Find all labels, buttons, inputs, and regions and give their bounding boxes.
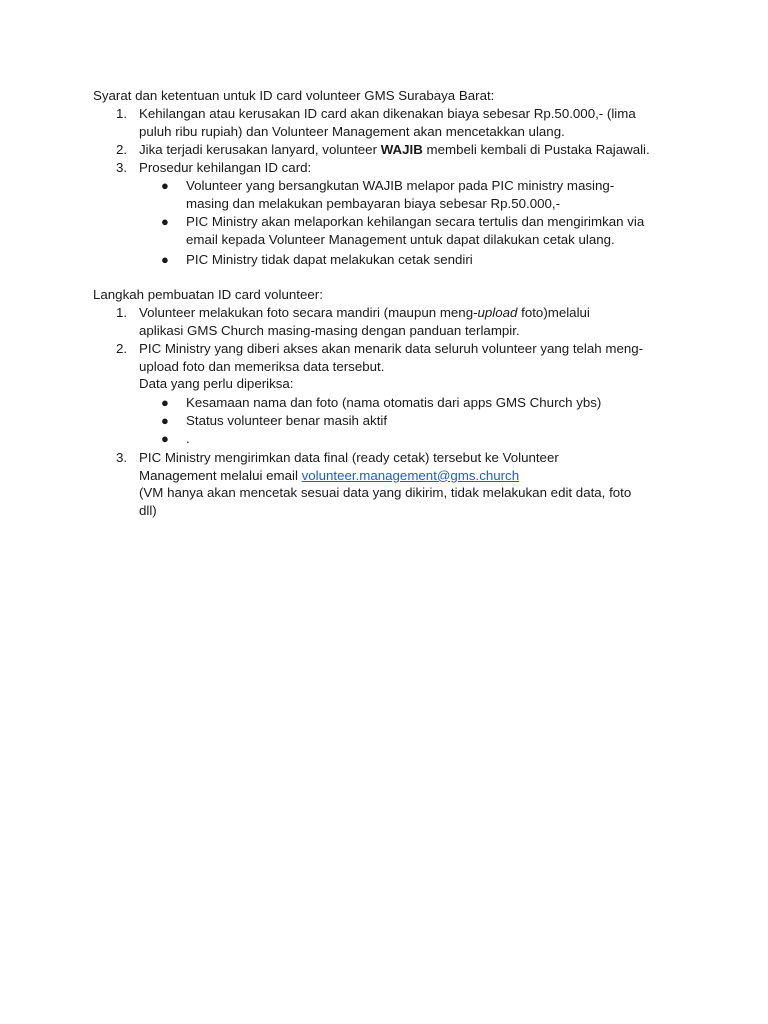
list-item-line: dll) [139,502,157,518]
bullet-icon: ● [161,431,169,446]
list-item-line: (VM hanya akan mencetak sesuai data yang dikirim, tidak melakukan edit data, foto [139,485,632,501]
list-item-line [139,467,684,485]
list-number: 2. [116,341,128,356]
section-2-title: Langkah pembuatan ID card volunteer: [93,287,323,302]
bullet-icon: ● [161,214,169,229]
bullet-item-line: email kepada Volunteer Management untuk dapat dilakukan cetak ulang. [186,231,615,247]
bullet-item [186,213,686,248]
list-item-line: PIC Ministry mengirimkan data final (ready cetak) tersebut ke Volunteer [139,450,559,465]
list-item-text: Volunteer melakukan foto secara mandiri (maupun meng- [139,305,478,320]
section-1-title: Syarat dan ketentuan untuk ID card volunteer GMS Surabaya Barat: [93,88,495,103]
bullet-item-line: Volunteer yang bersangkutan WAJIB melapor pada PIC ministry masing- [186,178,615,193]
list-item-text: membeli kembali di Pustaka Rajawali. [422,142,650,157]
list-number: 1. [116,305,128,320]
list-item-line: upload foto dan memeriksa data tersebut. [139,358,385,374]
list-number: 2. [116,142,128,157]
list-item-line: Kehilangan atau kerusakan ID card akan dikenakan biaya sebesar Rp.50.000,- (lima [139,106,636,121]
bullet-item-line: PIC Ministry akan melaporkan kehilangan secara tertulis dan mengirimkan via [186,214,645,229]
list-item [139,141,684,159]
list-item [139,340,684,393]
bullet-icon: ● [161,395,169,410]
list-item-line: puluh ribu rupiah) dan Volunteer Management akan mencetakkan ulang. [139,123,565,139]
list-item-text: Management melalui email [139,467,302,483]
list-item-text: Jika terjadi kerusakan lanyard, volunteer [139,142,381,157]
italic-upload: upload [477,305,518,320]
list-item [139,449,684,519]
bullet-item-line: masing dan melakukan pembayaran biaya sebesar Rp.50.000,- [186,195,561,211]
list-number: 3. [116,160,128,175]
list-item-line: aplikasi GMS Church masing-masing dengan panduan terlampir. [139,322,520,338]
list-item [139,105,684,140]
bullet-icon: ● [161,178,169,193]
bullet-icon: ● [161,252,169,267]
bullet-item [186,177,686,212]
list-item-line: PIC Ministry yang diberi akses akan menarik data seluruh volunteer yang telah meng- [139,341,644,356]
list-number: 1. [116,106,128,121]
bullet-item: Kesamaan nama dan foto (nama otomatis dari apps GMS Church ybs) [186,395,602,410]
bullet-item: Status volunteer benar masih aktif [186,413,388,428]
list-item: Prosedur kehilangan ID card: [139,160,312,175]
list-item-text: foto)melalui [517,305,590,320]
bullet-item: . [186,431,190,446]
list-item [139,304,684,339]
list-item-line [139,304,684,322]
list-number: 3. [116,450,128,465]
list-item-line: Data yang perlu diperiksa: [139,376,294,392]
bullet-icon: ● [161,413,169,428]
bullet-item: PIC Ministry tidak dapat melakukan cetak sendiri [186,252,473,267]
emphasis-wajib: WAJIB [380,142,423,157]
email-link[interactable]: volunteer.management@gms.church [301,467,520,483]
